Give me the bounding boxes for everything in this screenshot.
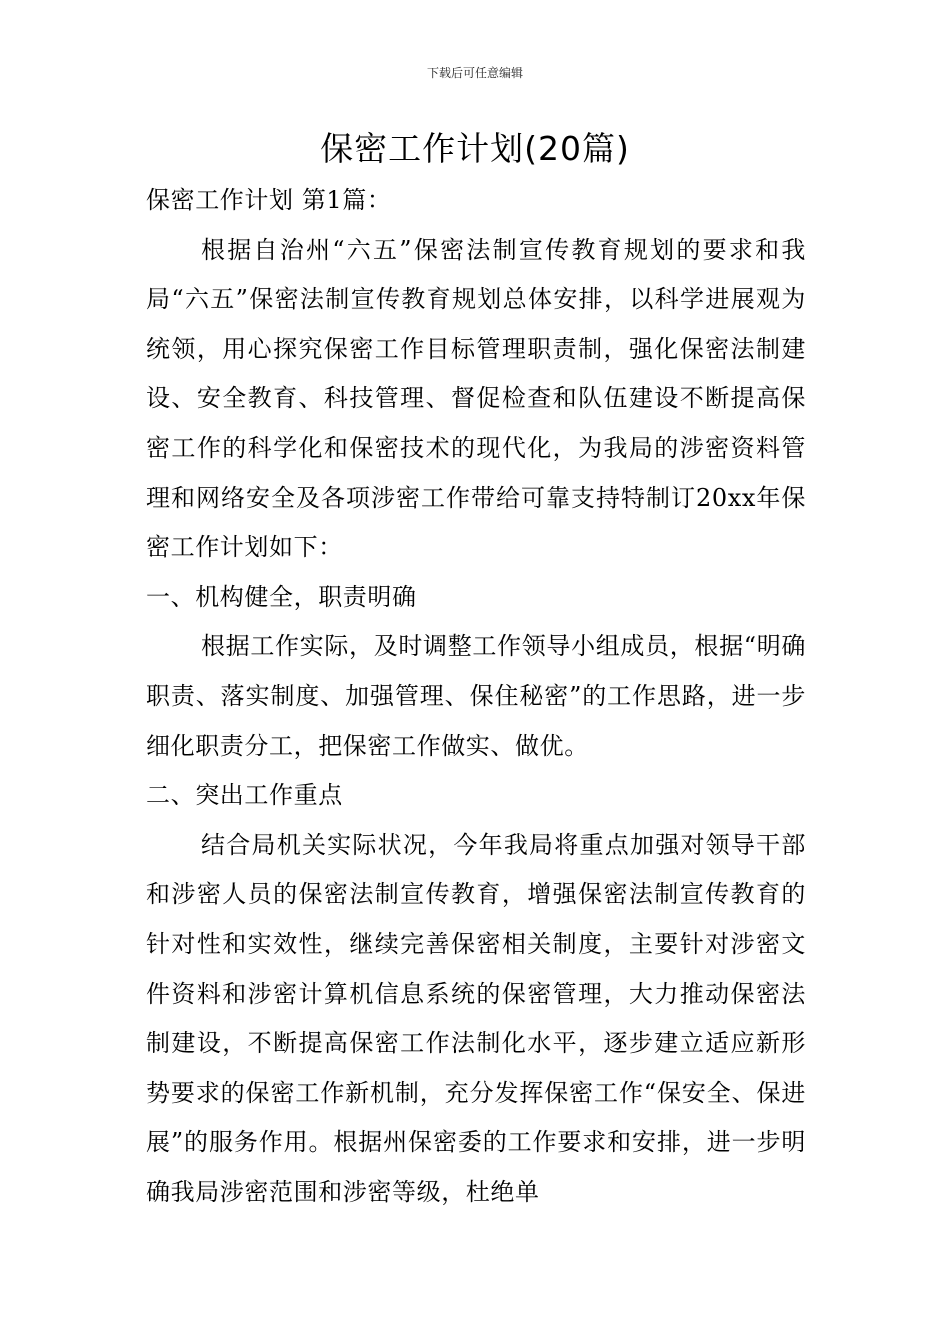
section-heading-2: 二、突出工作重点 — [146, 781, 343, 810]
header-note: 下载后可任意编辑 — [426, 66, 523, 80]
document-title: 保密工作计划(20篇) — [320, 129, 630, 168]
section-paragraph-1: 根据工作实际，及时调整工作领导小组成员，根据“明确职责、落实制度、加强管理、保住秘密”的工作思路，进一步细化职责分工，把保密工作做实、做优。 — [146, 632, 806, 760]
document-body — [146, 176, 806, 1217]
section-heading-1: 一、机构健全，职责明确 — [146, 582, 417, 611]
intro-paragraph: 根据自治州“六五”保密法制宣传教育规划的要求和我局“六五”保密法制宣传教育规划总体安排，以科学进展观为统领，用心探究保密工作目标管理职责制，强化保密法制建设、安全教育、科技管理、督促检查和队伍建设不断提高保密工作的科学化和保密技术的现代化，为我局的涉密资料管理和网络安全及各项涉密工作带给可靠支持特制订20xx年保密工作计划如下： — [146, 235, 806, 562]
document-subtitle: 保密工作计划 第1篇： — [146, 186, 392, 214]
section-paragraph-2: 结合局机关实际状况，今年我局将重点加强对领导干部和涉密人员的保密法制宣传教育，增强保密法制宣传教育的针对性和实效性，继续完善保密相关制度，主要针对涉密文件资料和涉密计算机信息系统的保密管理，大力推动保密法制建设，不断提高保密工作法制化水平，逐步建立适应新形势要求的保密工作新机制，充分发挥保密工作“保安全、保进展”的服务作用。根据州保密委的工作要求和安排，进一步明确我局涉密范围和涉密等级，杜绝单 — [146, 830, 806, 1206]
